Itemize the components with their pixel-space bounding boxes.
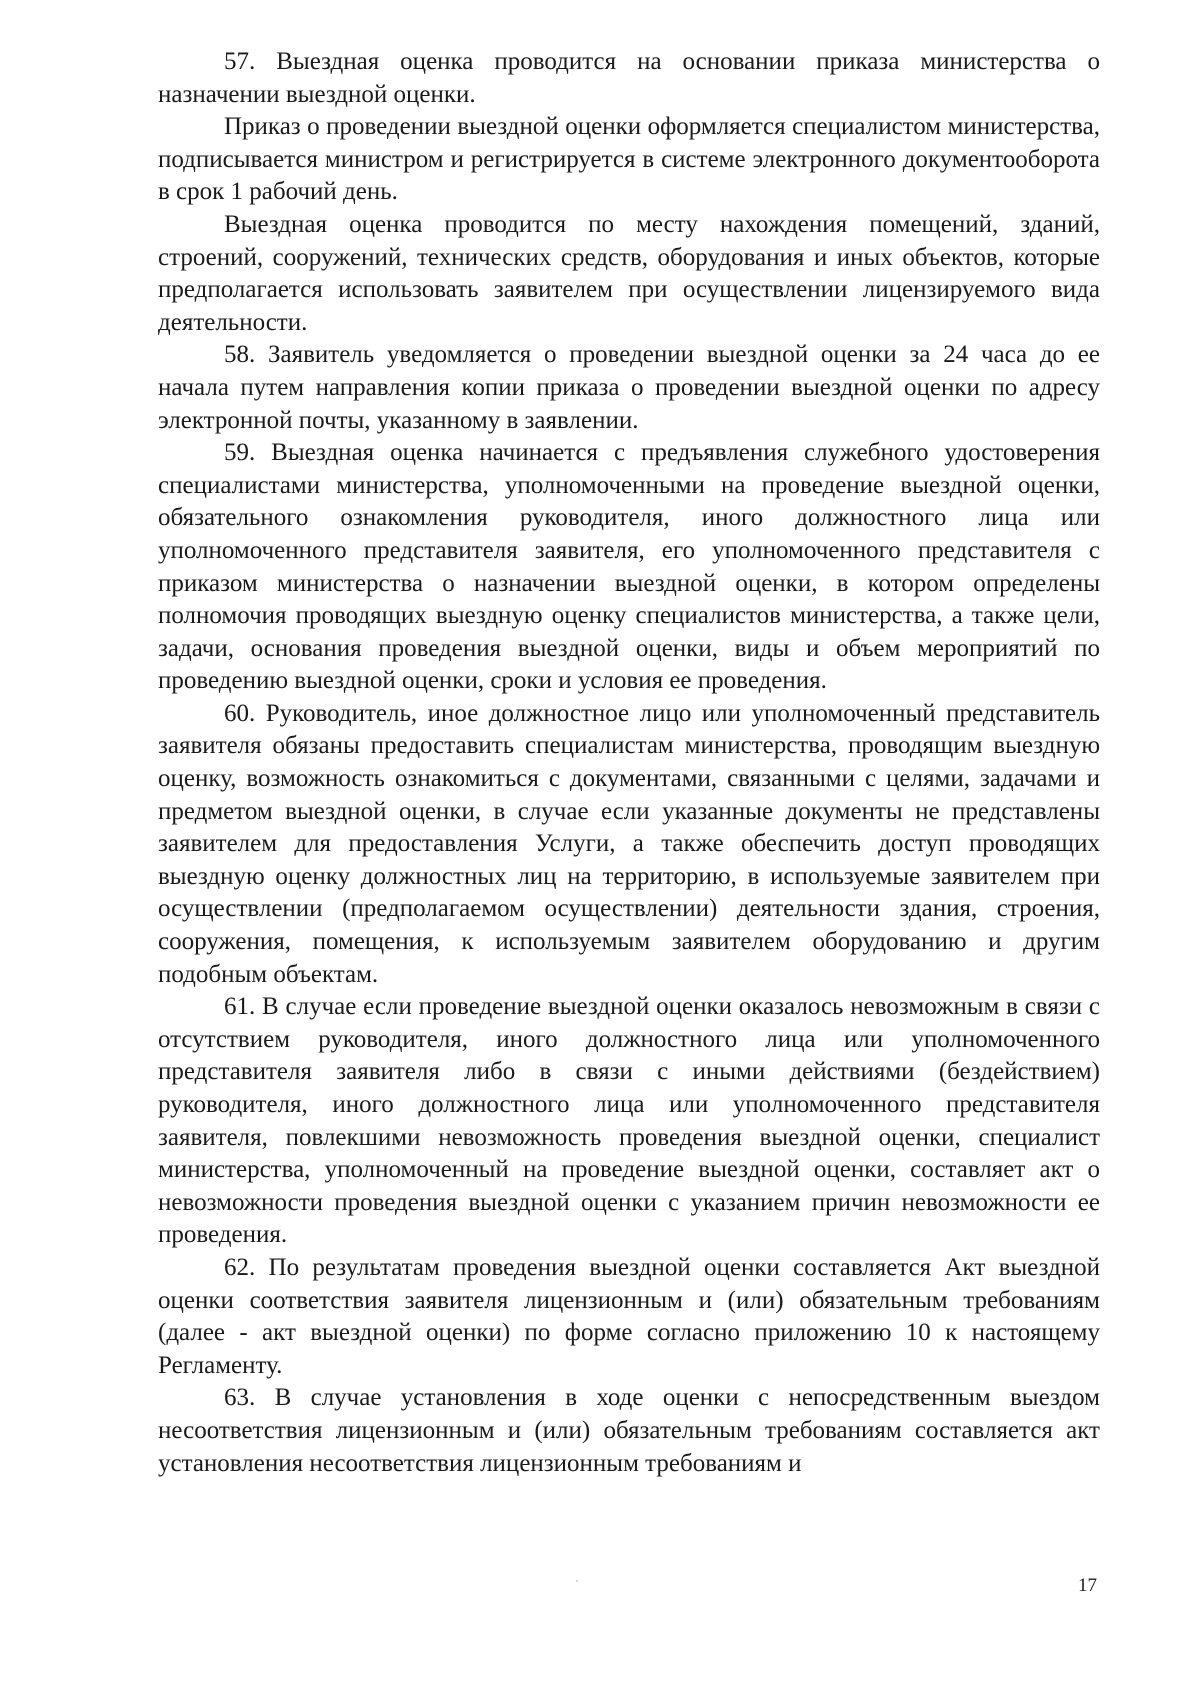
- paragraph-58: 58. Заявитель уведомляется о проведении выездной оценки за 24 часа до ее начала путем направления копии приказа о проведении выездной оценки по адресу электронной почты, указанному в заявлении.: [158, 341, 1100, 434]
- scan-speck: [576, 1580, 578, 1582]
- paragraph-assessment-location: Выездная оценка проводится по месту нахождения помещений, зданий, строений, сооружений, технических средств, оборудования и иных объектов, которые предполагается использовать заявителем при осуществлении лицензируемого вида деятельности.: [158, 210, 1100, 336]
- page-number: 17: [1078, 1575, 1097, 1596]
- paragraph-60: 60. Руководитель, иное должностное лицо или уполномоченный представитель заявителя обязаны предоставить специалистам министерства, проводящим выездную оценку, возможность ознакомиться с документами, связанными с целями, задачами и предметом выездной оценки, в случае если указанные документы не представлены заявителем для предоставления Услуги, а также обеспечить доступ проводящих выездную оценку должностных лиц на территорию, в используемые заявителем при осуществлении (предполагаемом осуществлении) деятельности здания, строения, сооружения, помещения, к используемым заявителем оборудованию и другим подобным объектам.: [158, 699, 1100, 988]
- paragraph-order-registration: Приказ о проведении выездной оценки оформляется специалистом министерства, подписывается министром и регистрируется в системе электронного документооборота в срок 1 рабочий день.: [158, 113, 1100, 206]
- paragraph-62: 62. По результатам проведения выездной оценки составляется Акт выездной оценки соответствия заявителя лицензионным и (или) обязательным требованиям (далее - акт выездной оценки) по форме согласно приложению 10 к настоящему Регламенту.: [158, 1253, 1100, 1379]
- paragraph-63: 63. В случае установления в ходе оценки с непосредственным выездом несоответствия лицензионным и (или) обязательным требованиям составляется акт установления несоответствия лицензионным требованиям и: [158, 1384, 1100, 1477]
- paragraph-57: 57. Выездная оценка проводится на основании приказа министерства о назначении выездной оценки.: [158, 48, 1100, 108]
- document-body: [158, 46, 1100, 1480]
- paragraph-61: 61. В случае если проведение выездной оценки оказалось невозможным в связи с отсутствием руководителя, иного должностного лица или уполномоченного представителя заявителя либо в связи с иными действиями (бездействием) руководителя, иного должностного лица или уполномоченного представителя заявителя, повлекшими невозможность проведения выездной оценки, специалист министерства, уполномоченный на проведение выездной оценки, составляет акт о невозможности проведения выездной оценки с указанием причин невозможности ее проведения.: [158, 993, 1100, 1249]
- paragraph-59: 59. Выездная оценка начинается с предъявления служебного удостоверения специалистами министерства, уполномоченными на проведение выездной оценки, обязательного ознакомления руководителя, иного должностного лица или уполномоченного представителя заявителя, его уполномоченного представителя с приказом министерства о назначении выездной оценки, в котором определены полномочия проводящих выездную оценку специалистов министерства, а также цели, задачи, основания проведения выездной оценки, виды и объем мероприятий по проведению выездной оценки, сроки и условия ее проведения.: [158, 439, 1100, 695]
